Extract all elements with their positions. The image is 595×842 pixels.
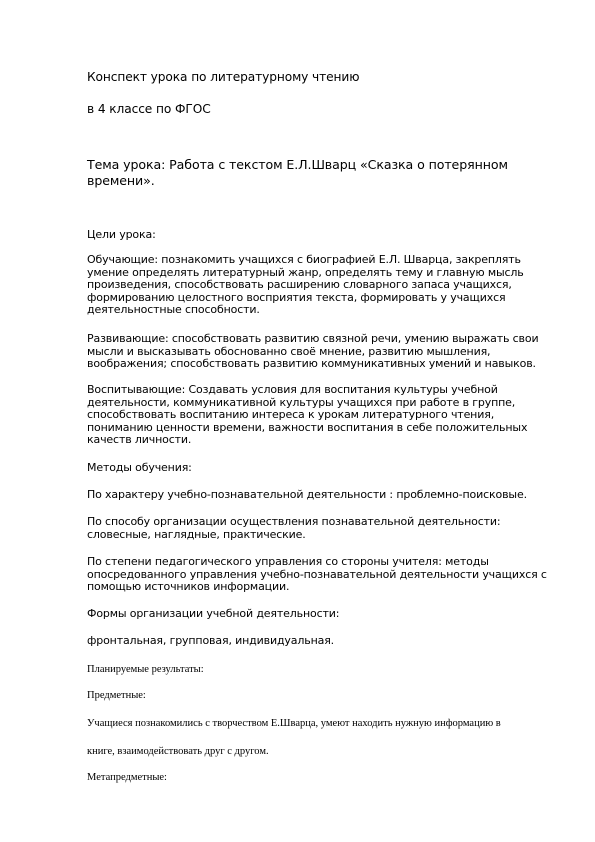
method-item-3: По степени педагогического управления со стороны учителя: методы опосредованного управления учебно-познавательной деятельности учащихся с помощью источников информации. [87, 555, 547, 594]
results-heading: Планируемые результаты: [87, 664, 204, 675]
method-item-1: По характеру учебно-познавательной деятельности : проблемно-поисковые. [87, 488, 527, 501]
metasubject-heading: Метапредметные: [87, 772, 167, 783]
goals-heading: Цели урока: [87, 228, 156, 241]
subject-results-heading: Предметные: [87, 690, 146, 701]
subject-results-line-1: Учащиеся познакомились с творчеством Е.Шварца, умеют находить нужную информацию в [87, 718, 501, 729]
forms-heading: Формы организации учебной деятельности: [87, 607, 340, 620]
lesson-title: Конспект урока по литературному чтению [87, 70, 360, 84]
subject-results-line-2: книге, взаимодействовать друг с другом. [87, 746, 269, 757]
lesson-grade: в 4 классе по ФГОС [87, 102, 211, 116]
goal-upbringing: Воспитывающие: Создавать условия для воспитания культуры учебной деятельности, коммуникативной культуры учащихся при работе в группе, способствовать воспитанию интереса к урокам литературного чтения, пониманию ценности времени, важности воспитания в себе положительных качеств личности. [87, 383, 528, 447]
lesson-topic: Тема урока: Работа с текстом Е.Л.Шварц «Сказка о потерянном времени». [87, 157, 508, 188]
goal-developing: Развивающие: способствовать развитию связной речи, умению выражать свои мысли и высказывать обоснованно своё мнение, развитию мышления, воображения; способствовать развитию коммуникативных умений и навыков. [87, 332, 539, 371]
methods-heading: Методы обучения: [87, 461, 192, 474]
goal-educational: Обучающие: познакомить учащихся с биографией Е.Л. Шварца, закреплять умение определять литературный жанр, определять тему и главную мысль произведения, способствовать расширению словарного запаса учащихся, формированию целостного восприятия текста, формировать у учащихся деятельностные способности. [87, 253, 524, 317]
method-item-2: По способу организации осуществления познавательной деятельности: словесные, наглядные, практические. [87, 515, 501, 541]
forms-text: фронтальная, групповая, индивидуальная. [87, 634, 335, 647]
